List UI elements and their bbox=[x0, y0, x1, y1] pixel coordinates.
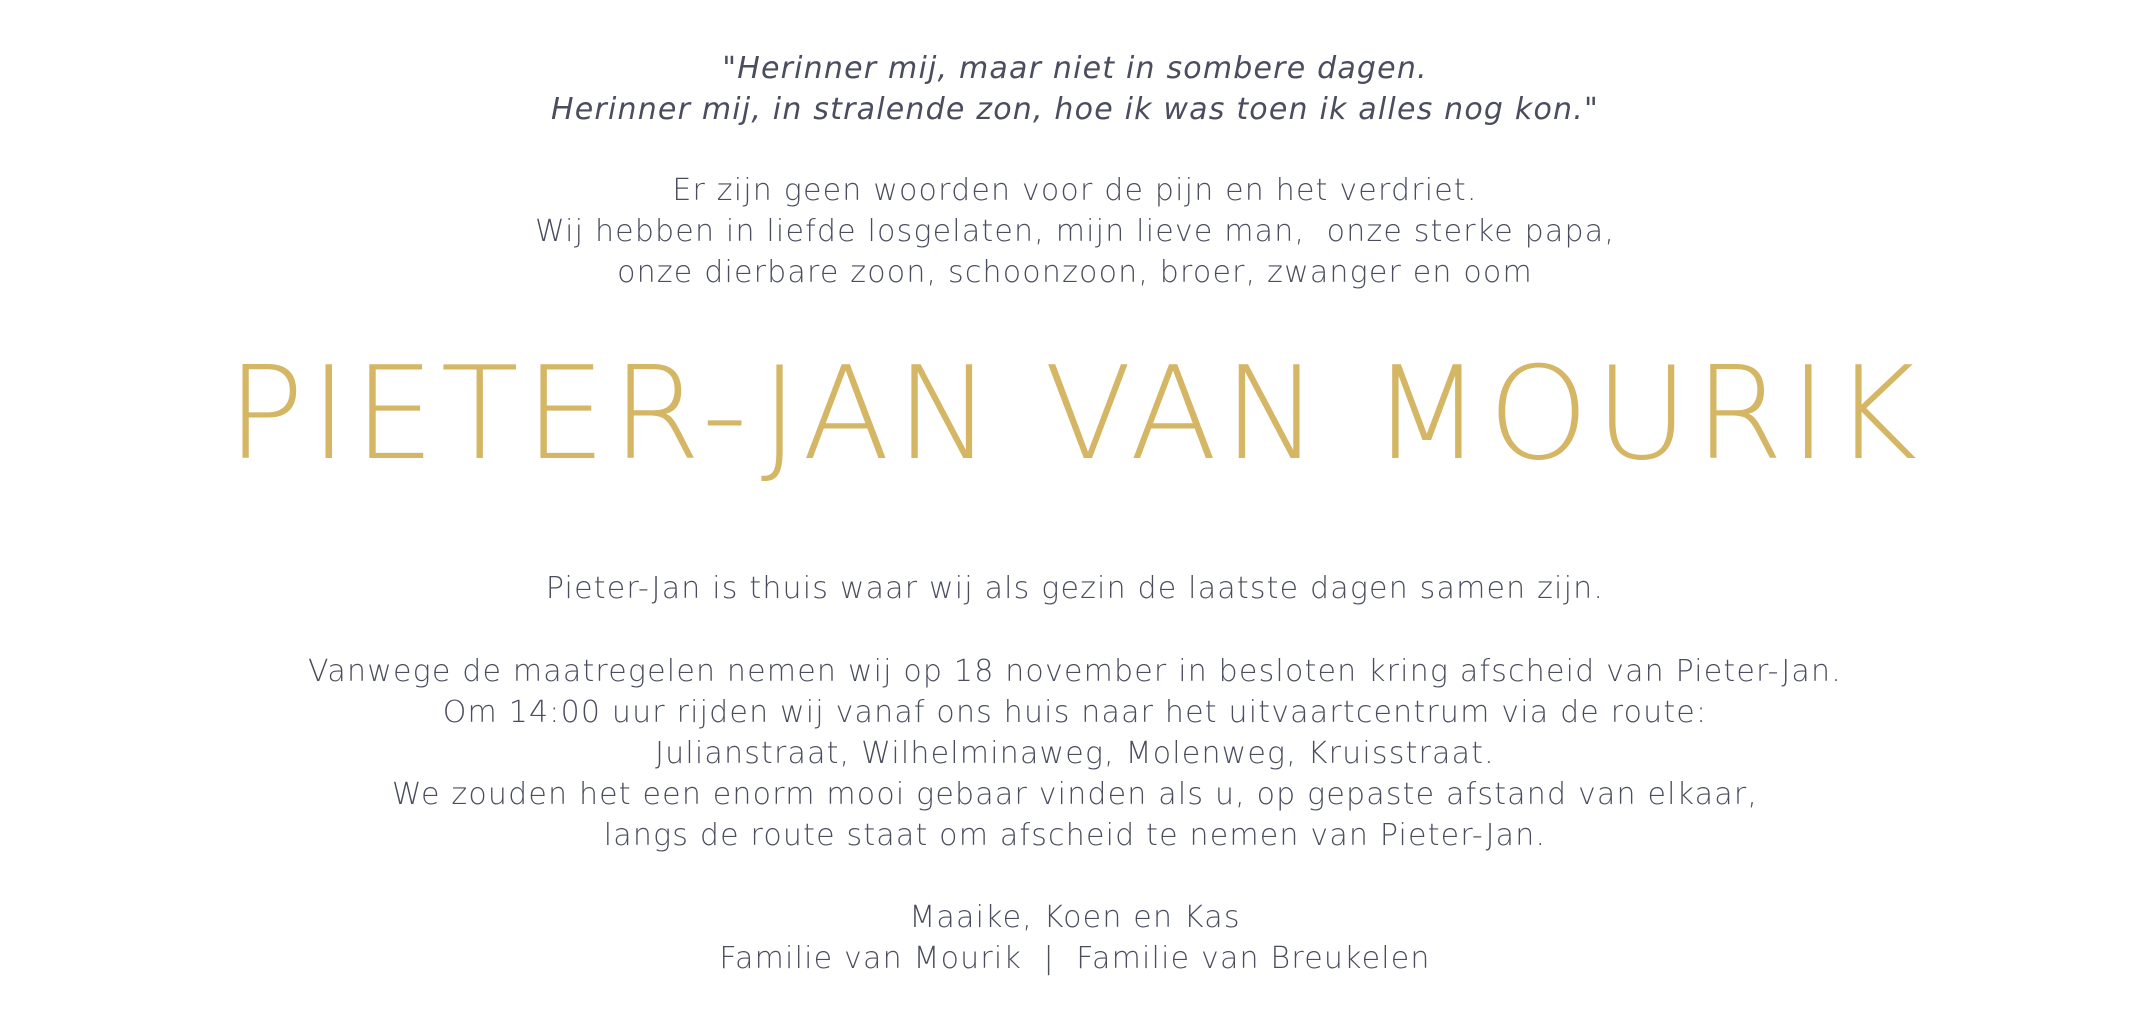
lead-line-3: onze dierbare zoon, schoonzoon, broer, zwanger en oom bbox=[617, 255, 1533, 290]
signature bbox=[0, 897, 2150, 979]
deceased-name: PIETER-JAN VAN MOURIK bbox=[226, 340, 1924, 489]
lead-text bbox=[0, 170, 2150, 293]
signature-line-2: Familie van Mourik | Familie van Breukelen bbox=[719, 941, 1431, 976]
details-line-5: langs de route staat om afscheid te nemen van Pieter-Jan. bbox=[603, 818, 1547, 853]
details-line-4: We zouden het een enorm mooi gebaar vinden als u, op gepaste afstand van elkaar, bbox=[391, 777, 1759, 812]
signature-line-1: Maaike, Koen en Kas bbox=[909, 900, 1241, 935]
quote-line-2: Herinner mij, in stralende zon, hoe ik was toen ik alles nog kon." bbox=[551, 92, 1599, 127]
details-line-1: Vanwege de maatregelen nemen wij op 18 november in besloten kring afscheid van Pieter-Jan. bbox=[308, 654, 1842, 689]
memorial-quote bbox=[0, 48, 2150, 130]
home-note bbox=[0, 568, 2150, 609]
note-line-1: Pieter-Jan is thuis waar wij als gezin de laatste dagen samen zijn. bbox=[545, 571, 1605, 606]
details-line-3: Julianstraat, Wilhelminaweg, Molenweg, Kruisstraat. bbox=[655, 736, 1495, 771]
farewell-details bbox=[0, 651, 2150, 856]
details-line-2: Om 14:00 uur rijden wij vanaf ons huis naar het uitvaartcentrum via de route: bbox=[442, 695, 1708, 730]
lead-line-2: Wij hebben in liefde losgelaten, mijn lieve man, onze sterke papa, bbox=[534, 214, 1616, 249]
quote-line-1: "Herinner mij, maar niet in sombere dagen. bbox=[722, 51, 1428, 86]
lead-line-1: Er zijn geen woorden voor de pijn en het verdriet. bbox=[672, 173, 1478, 208]
